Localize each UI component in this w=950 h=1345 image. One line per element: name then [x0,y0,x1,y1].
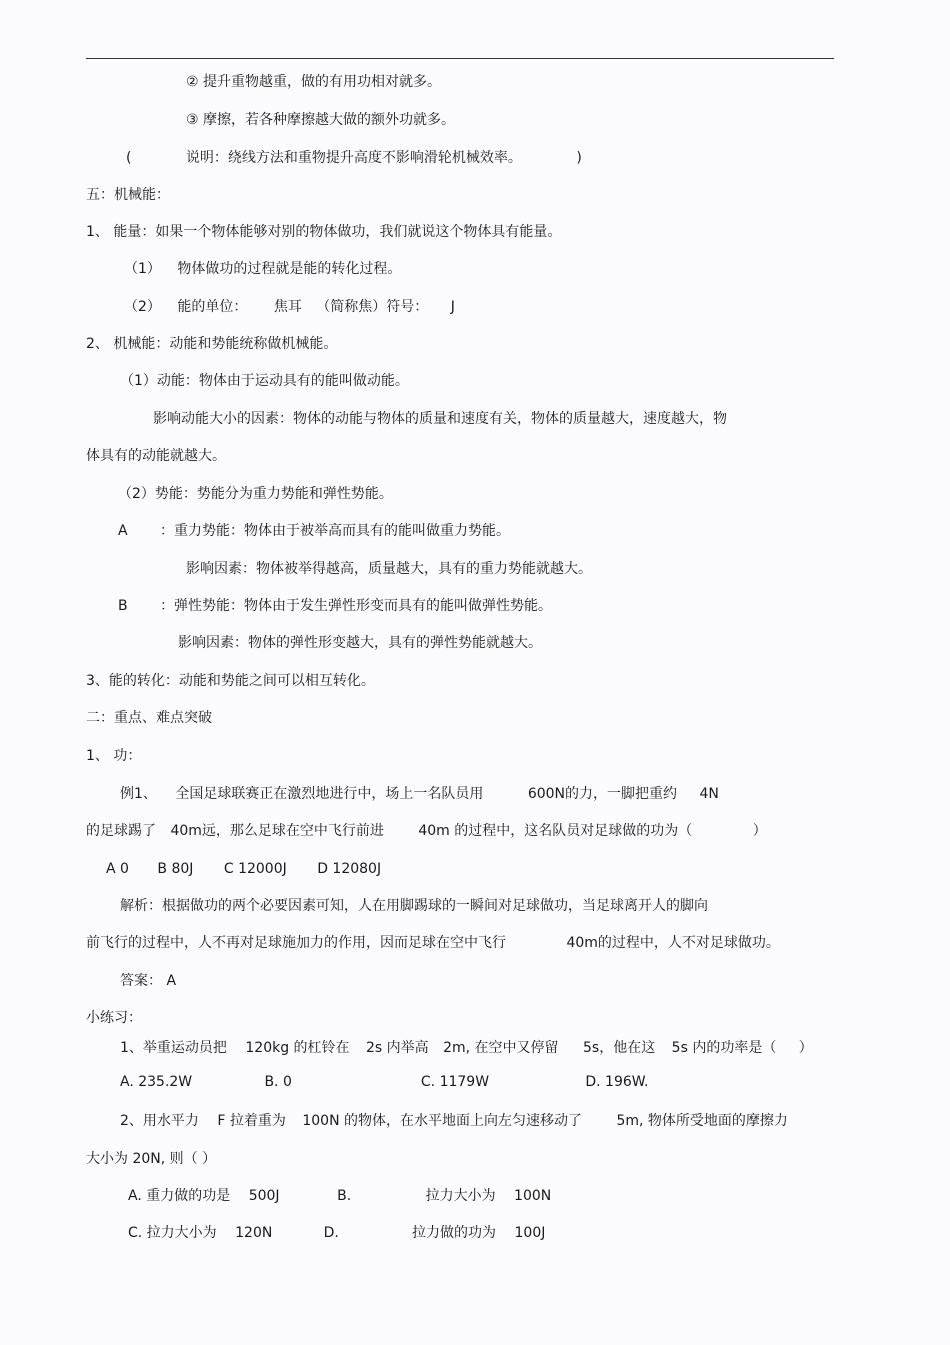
text-line: 体具有的动能就越大。 [86,448,226,464]
text-fragment: 物体做功的过程就是能的转化过程。 [177,261,402,277]
text-fragment: （2） [124,299,161,315]
text-fragment: 1、举重运动员把 [120,1040,227,1056]
option-a: A 0 [106,861,129,877]
option-c: C 12000J [223,861,287,877]
text-fragment: 120kg 的杠铃在 [245,1040,350,1056]
text-fragment: ：弹性势能：物体由于发生弹性形变而具有的能叫做弹性势能。 [160,598,553,614]
text-line: 1、 功： [86,748,142,764]
text-line: （2）势能：势能分为重力势能和弹性势能。 [118,486,393,502]
text-line: 影响因素：物体被举得越高，质量越大，具有的重力势能就越大。 [186,561,592,577]
text-line: ② 提升重物越重，做的有用功相对就多。 [186,74,441,90]
section-heading: 小练习： [86,1010,142,1026]
text-line [120,1039,813,1057]
text-line: （1）动能：物体由于运动具有的能叫做动能。 [120,373,409,389]
text-line: 3、能的转化：动能和势能之间可以相互转化。 [86,673,375,689]
text-fragment: 4N [699,786,719,802]
text-fragment: 2s 内举高 [366,1040,429,1056]
text-fragment: 5m, 物体所受地面的摩擦力 [616,1113,788,1129]
answer-options [128,1187,551,1205]
option-c-label: C. 拉力大小为 [128,1225,217,1241]
option-c: C. 1179W [420,1074,490,1090]
text-fragment: （简称焦）符号： [316,299,429,315]
text-fragment: J [450,299,455,315]
text-fragment: 40m 的过程中，这名队员对足球做的功为（ [418,823,693,839]
option-d: D 12080J [317,861,382,877]
section-heading: 五：机械能： [86,187,170,203]
option-a: A. 235.2W [120,1074,193,1090]
text-line: 1、 能量：如果一个物体能够对别的物体做功，我们就说这个物体具有能量。 [86,224,562,240]
option-b: B. 0 [264,1074,292,1090]
text-fragment: 的足球踢了 [86,823,156,839]
text-line [120,1112,788,1130]
text-fragment: （1） [124,261,161,277]
text-fragment: 能的单位： [177,299,248,315]
text-line [86,934,780,952]
option-b-letter: B. [337,1188,352,1204]
text-fragment: 2、用水平力 [120,1113,199,1129]
text-fragment: 全国足球联赛正在激烈地进行中，场上一名队员用 [175,786,484,802]
text-line [118,522,510,540]
text-line: 2、 机械能：动能和势能统称做机械能。 [86,336,338,352]
text-fragment: A [118,523,128,539]
text-fragment: ） [752,823,767,839]
text-fragment: ） [798,1040,813,1056]
option-d-letter: D. [323,1225,339,1241]
section-heading: 二：重点、难点突破 [86,710,212,726]
option-b-value: 100N [514,1188,552,1204]
text-line [118,597,552,615]
text-line: 解析：根据做功的两个必要因素可知，人在用脚踢球的一瞬间对足球做功，当足球离开人的脚向 [120,898,708,914]
option-a-value: 500J [248,1188,280,1204]
text-fragment: ) [576,150,582,166]
answer-line: 答案： A [120,973,177,989]
text-line [124,260,401,278]
text-fragment: 40m的过程中，人不对足球做功。 [566,935,780,951]
text-fragment: 前飞行的过程中，人不再对足球施加力的作用，因而足球在空中飞行 [86,935,506,951]
option-d: D. 196W. [585,1074,649,1090]
answer-options [128,1224,545,1242]
text-fragment: B [118,598,128,614]
text-fragment: 焦耳 [273,299,302,315]
text-fragment: 说明：绕线方法和重物提升高度不影响滑轮机械效率。 [185,150,522,166]
text-line [120,785,719,803]
text-fragment: 100N 的物体，在水平地面上向左匀速移动了 [302,1113,582,1129]
option-d-value: 100J [514,1225,546,1241]
text-fragment: ( [126,150,132,166]
option-b-label: 拉力大小为 [425,1188,496,1204]
option-b: B 80J [157,861,194,877]
text-fragment: ：重力势能：物体由于被举高而具有的能叫做重力势能。 [160,523,511,539]
text-line [86,822,767,840]
text-line [124,298,455,316]
text-fragment: 例1、 [120,786,157,802]
header-rule [86,58,834,59]
answer-options [120,1073,648,1091]
text-fragment: 5s，他在这 [583,1040,656,1056]
text-fragment: F 拉着重为 [217,1113,286,1129]
option-a-label: A. 重力做的功是 [128,1188,231,1204]
text-line: 影响因素：物体的弹性形变越大，具有的弹性势能就越大。 [178,635,542,651]
text-line: 大小为 20N, 则（ ） [86,1151,217,1167]
text-fragment: 2m, 在空中又停留 [443,1040,559,1056]
text-fragment: 5s 内的功率是（ [671,1040,777,1056]
text-line: 影响动能大小的因素：物体的动能与物体的质量和速度有关，物体的质量越大，速度越大，物 [153,411,727,427]
text-fragment: 40m远，那么足球在空中飞行前进 [170,823,384,839]
text-line: ③ 摩擦，若各种摩擦越大做的额外功就多。 [186,112,455,128]
answer-options [106,860,381,878]
text-fragment: 600N的力，一脚把重约 [527,786,678,802]
text-line [126,149,582,167]
option-c-value: 120N [235,1225,273,1241]
option-d-label: 拉力做的功为 [412,1225,497,1241]
